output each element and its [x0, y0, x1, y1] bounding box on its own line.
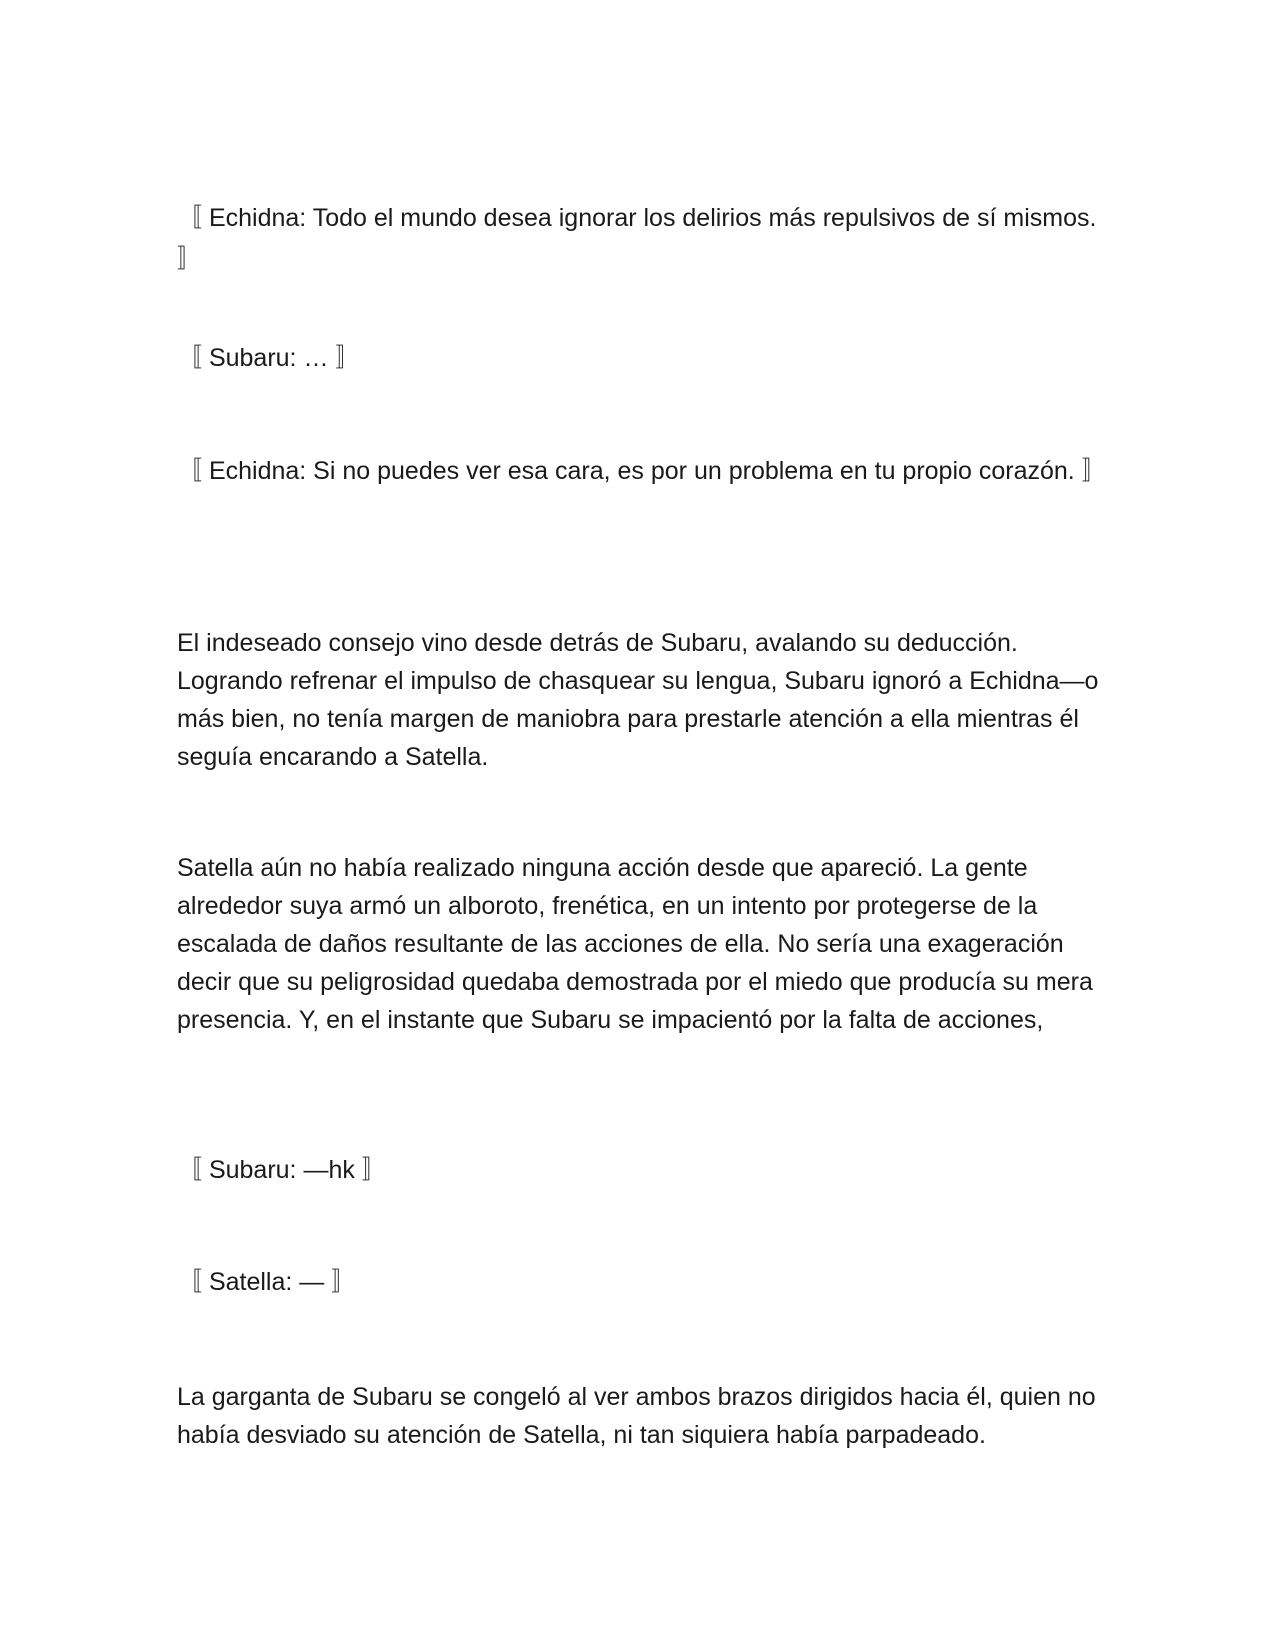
paragraph-1: El indeseado consejo vino desde detrás de Subaru, avalando su deducción. Logrando refrenar el impulso de chasquear su lengua, Subaru ignoró a Echidna—o más bien, no tenía margen de maniobra para prestarle atención a ella mientras él seguía encarando a Satella.: [177, 629, 1099, 771]
dialogue-echidna-1: 〚 Echidna: Todo el mundo desea ignorar los delirios más repulsivos de sí mismos. 〛: [177, 204, 1097, 273]
dialogue-echidna-2: 〚 Echidna: Si no puedes ver esa cara, es por un problema en tu propio corazón. 〛: [177, 457, 1107, 485]
dialogue-subaru-2: 〚 Subaru: —hk 〛: [177, 1156, 387, 1184]
paragraph-3: La garganta de Subaru se congeló al ver ambos brazos dirigidos hacia él, quien no había desviado su atención de Satella, ni tan siquiera había parpadeado.: [177, 1383, 1096, 1449]
dialogue-subaru-1: 〚 Subaru: … 〛: [177, 344, 361, 372]
paragraph-2: Satella aún no había realizado ninguna acción desde que apareció. La gente alrededor suya armó un alboroto, frenética, en un intento por protegerse de la escalada de daños resultante de las acciones de ella. No sería una exageración decir que su peligrosidad quedaba demostrada por el miedo que producía su mera presencia. Y, en el instante que Subaru se impacientó por la falta de acciones,: [177, 854, 1093, 1034]
dialogue-satella-1: 〚 Satella: — 〛: [177, 1268, 357, 1296]
